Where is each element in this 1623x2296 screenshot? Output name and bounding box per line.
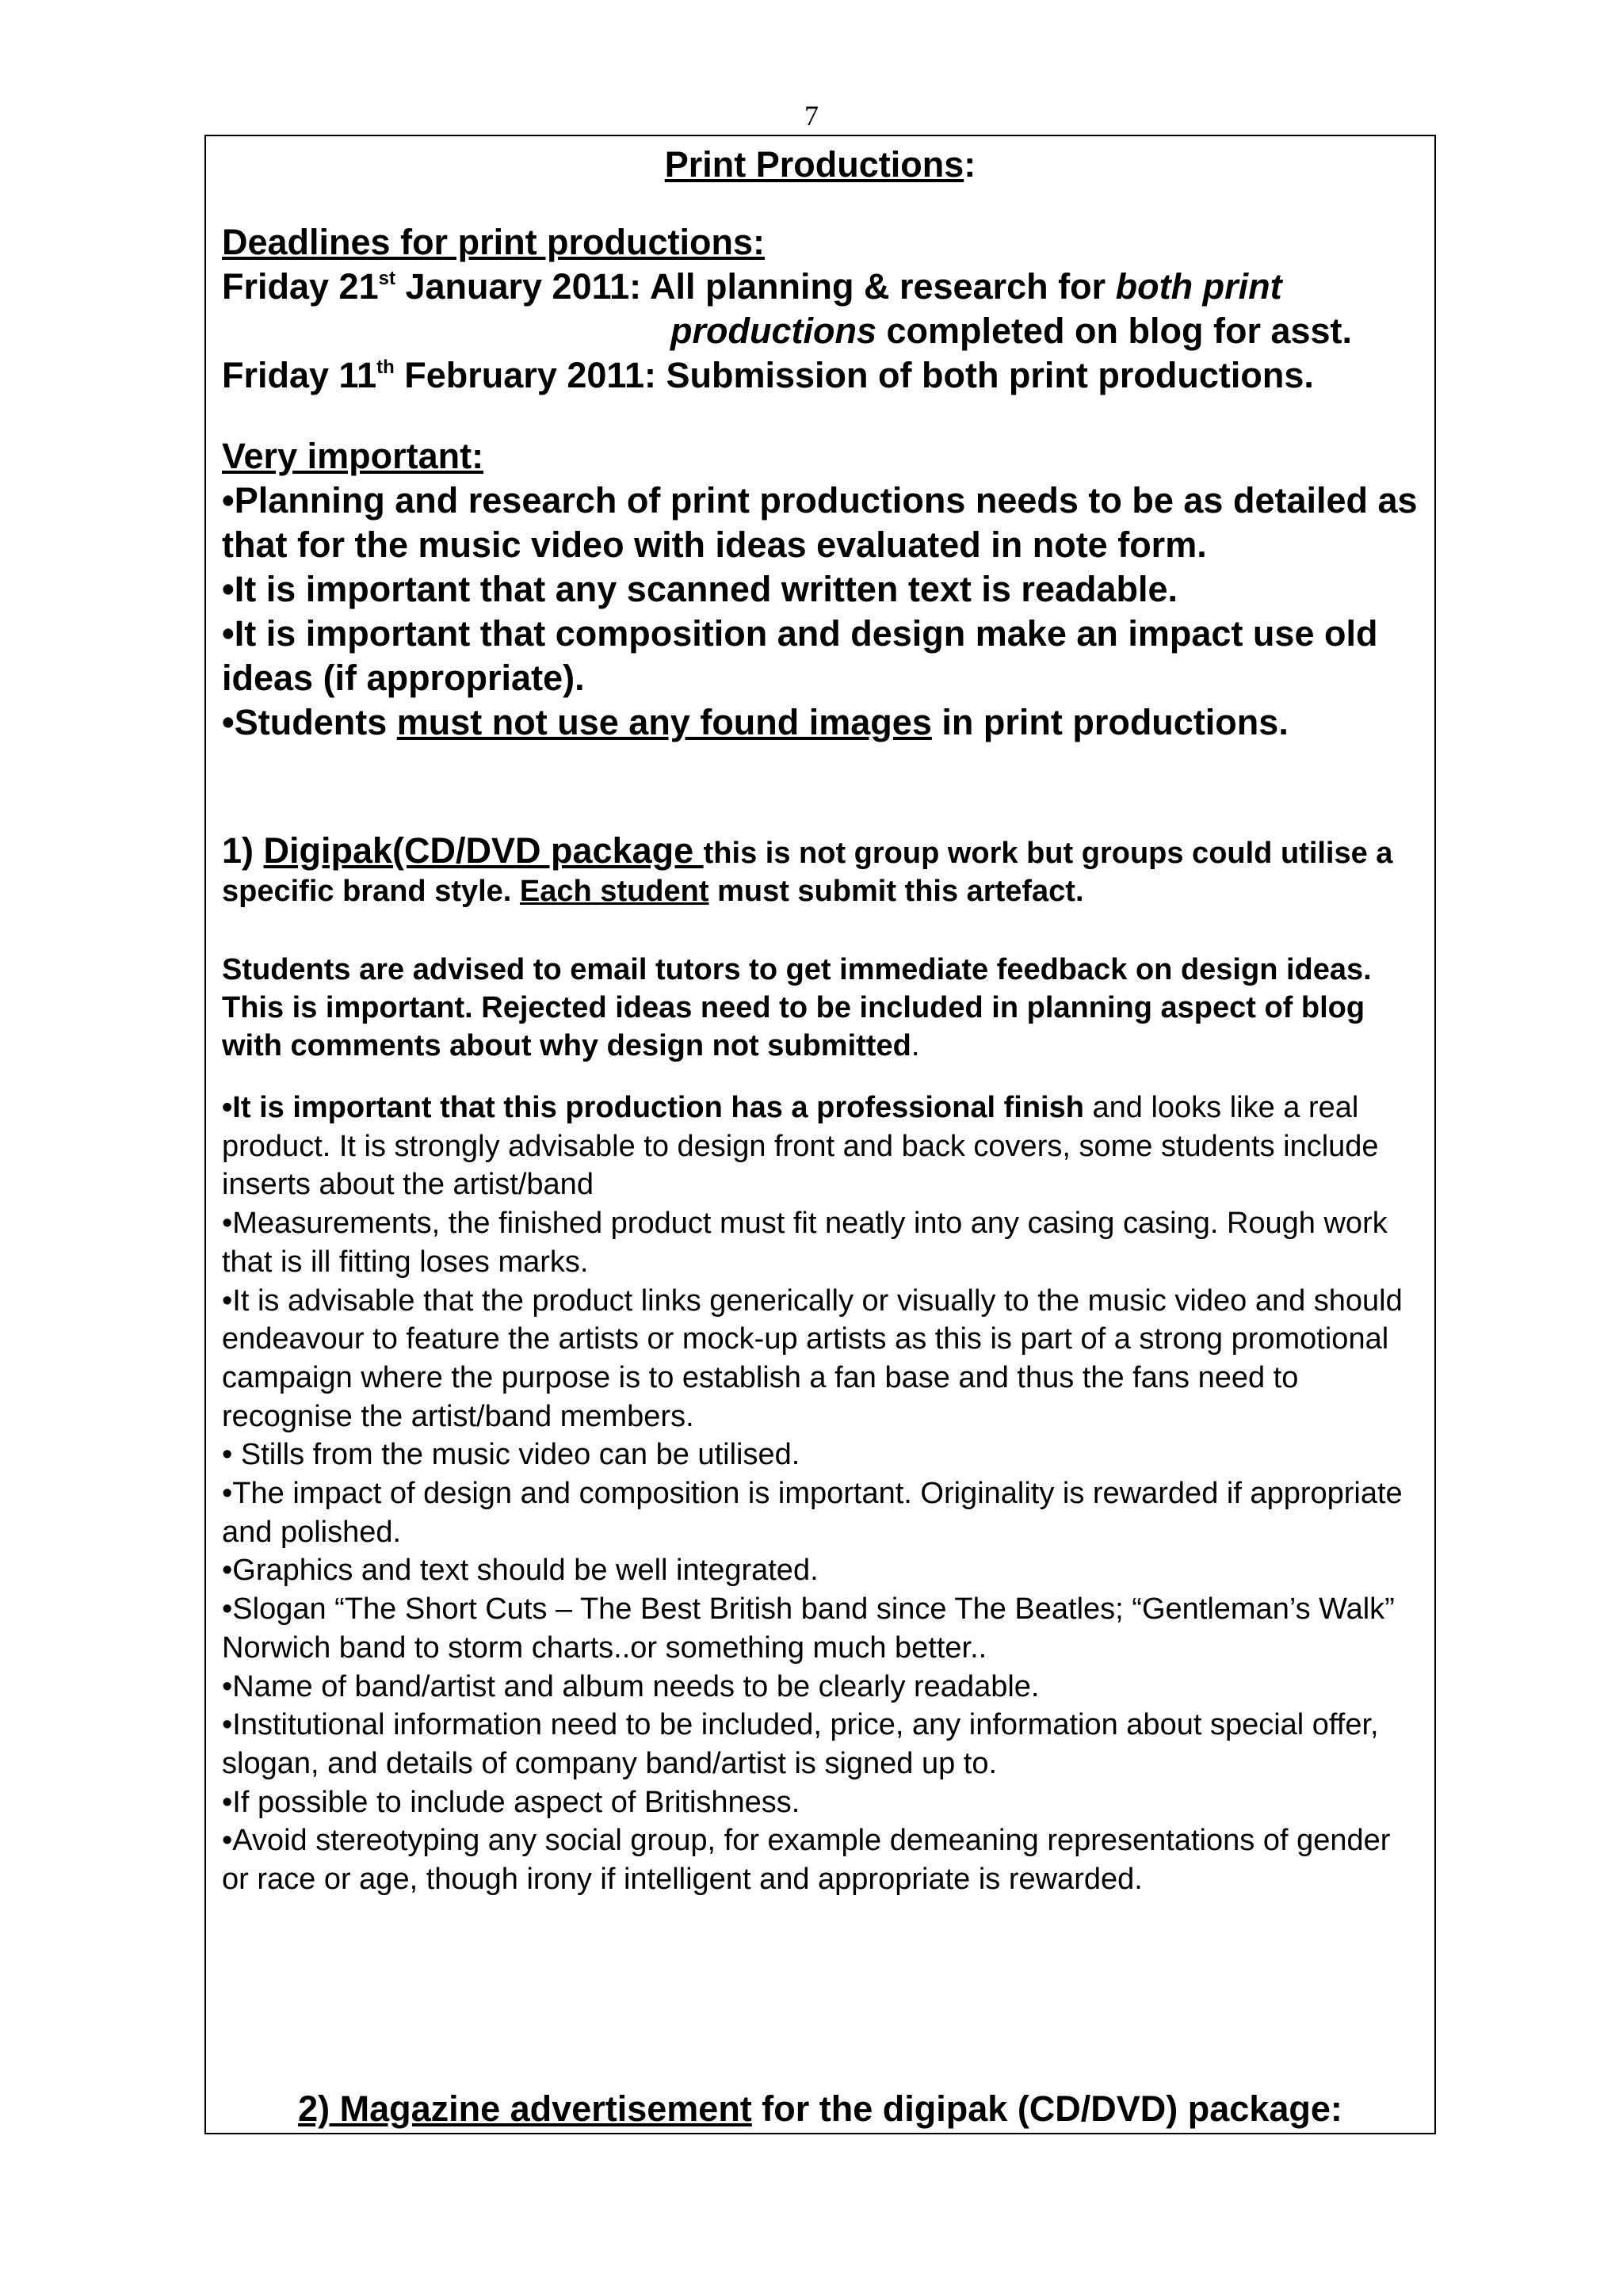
digipak-bullet-list (222, 1089, 1419, 1899)
deadline-2-italic: productions (670, 311, 876, 351)
list-item: •Measurements, the finished product must fit neatly into any casing casing. Rough work that is ill fitting loses marks. (222, 1207, 1388, 1279)
digipak-desc-2: must submit this artefact. (708, 875, 1084, 908)
deadline-1-italic: both print (1115, 266, 1282, 307)
list-item: •Institutional information need to be included, price, any information about special offer, slogan, and details of company band/artist is signed up to. (222, 1708, 1379, 1780)
digipak-heading: Digipak(CD/DVD package (263, 830, 704, 871)
important-section (222, 434, 1419, 745)
title-main: Print Productions (664, 144, 964, 185)
important-bullet-2: •It is important that any scanned written text is readable. (222, 569, 1178, 609)
page-number: 7 (804, 100, 819, 132)
magazine-heading-rest: for the digipak (CD/DVD) package: (751, 2088, 1342, 2129)
bullet-1-bold: •It is important that this production has a professional finish (222, 1091, 1084, 1124)
list-item: •Slogan “The Short Cuts – The Best British band since The Beatles; “Gentleman’s Walk” Norwich band to storm charts..or something much better.. (222, 1592, 1395, 1665)
deadline-3-sup: th (376, 357, 395, 378)
important-bullet-3: •It is important that composition and design make an impact use old ideas (if appropriate). (222, 613, 1378, 698)
deadline-1-sup: st (378, 268, 395, 289)
deadlines-heading: Deadlines for print productions: (222, 222, 766, 262)
magazine-heading-underlined: 2) Magazine advertisement (298, 2088, 752, 2129)
digipak-desc-1: this is not group work but groups could utilise a specific brand style. (222, 837, 1393, 908)
digipak-advice (222, 951, 1419, 1065)
digipak-advice-text: Students are advised to email tutors to get immediate feedback on design ideas. This is important. Rejected ideas need to be included in planning aspect of blog with comments about why design not submitted (222, 953, 1372, 1062)
list-item: •It is advisable that the product links generically or visually to the music video and should endeavour to feature the artists or mock-up artists as this is part of a strong promotional campaign where the purpose is to establish a fan base and thus the fans need to recognise the artist/band members. (222, 1283, 1403, 1433)
deadline-line-2 (222, 309, 1419, 353)
deadline-3-date: Friday 11 (222, 355, 377, 395)
list-item: •Avoid stereotyping any social group, for example demeaning representations of gender or race or age, though irony if intelligent and appropriate is rewarded. (222, 1824, 1391, 1897)
deadline-3-text: February 2011: Submission of both print productions. (394, 355, 1314, 395)
deadlines-section (222, 220, 1419, 398)
digipak-section (222, 832, 1419, 910)
list-item (222, 1089, 1419, 1204)
bullet-4-pre: •Students (222, 702, 397, 742)
bullet-4-underlined: must not use any found images (396, 702, 932, 742)
list-item: •If possible to include aspect of Britishness. (222, 1785, 800, 1819)
important-bullet-1: •Planning and research of print productions needs to be as detailed as that for the music video with ideas evaluated in note form. (222, 480, 1418, 565)
magazine-heading (206, 2087, 1434, 2131)
deadline-2-text: completed on blog for asst. (876, 311, 1353, 351)
title-suffix: : (964, 144, 976, 185)
list-item: •Graphics and text should be well integrated. (222, 1554, 819, 1588)
list-item: • Stills from the music video can be utilised. (222, 1438, 800, 1472)
deadline-line-1 (222, 265, 1419, 309)
important-bullet-4 (222, 700, 1419, 745)
list-item: •Name of band/artist and album needs to be clearly readable. (222, 1669, 1040, 1703)
digipak-advice-end: . (911, 1029, 920, 1062)
bullet-1-rest: and looks like a real product. It is strongly advisable to design front and back covers, some students include inserts about the artist/band (222, 1091, 1379, 1202)
deadline-1-date: Friday 21 (222, 266, 379, 307)
digipak-each-student: Each student (519, 875, 709, 908)
important-heading: Very important: (222, 436, 484, 476)
bullet-4-post: in print productions. (931, 702, 1289, 742)
digipak-number: 1) (222, 830, 264, 871)
page-title (206, 143, 1434, 187)
deadline-line-3 (222, 353, 1419, 398)
content-frame (204, 135, 1436, 2134)
deadline-1-text: January 2011: All planning & research for (395, 266, 1116, 307)
list-item: •The impact of design and composition is important. Originality is rewarded if appropriate and polished. (222, 1477, 1403, 1549)
